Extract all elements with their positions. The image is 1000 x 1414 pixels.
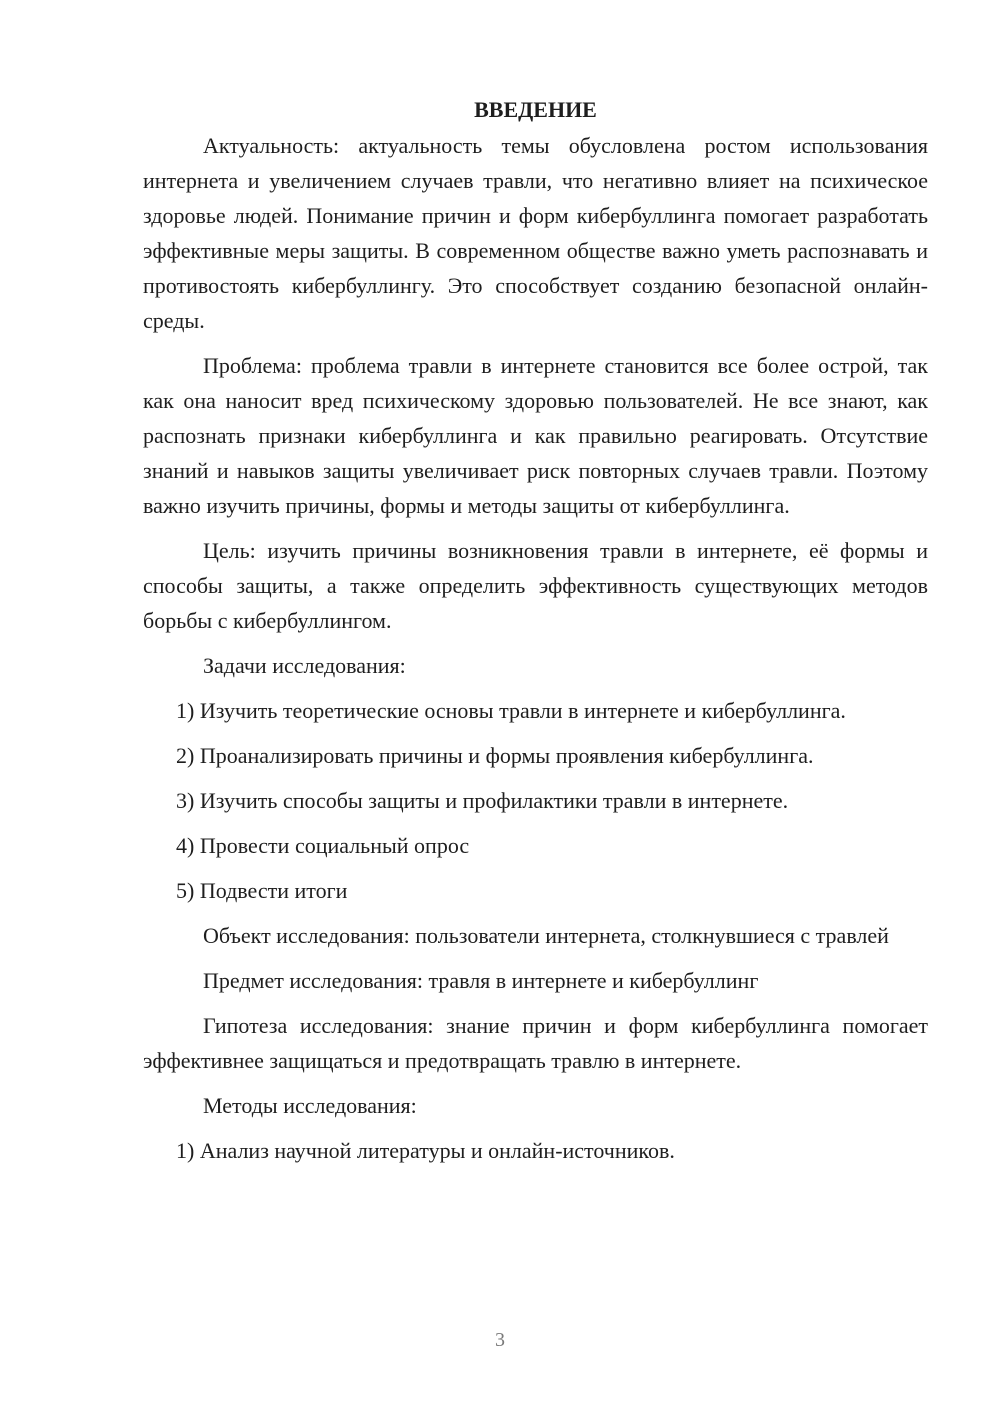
task-item: 1) Изучить теоретические основы травли в интернете и кибербуллинга.	[176, 698, 846, 723]
problem-paragraph: Проблема: проблема травли в интернете становится все более острой, так как она наносит вред психическому здоровью пользователей. Не все знают, как распознать признаки кибербуллинга и как правильно реагировать. Отсутствие знаний и навыков защиты увеличивает риск повторных случаев травли. Поэтому важно изучить причины, формы и методы защиты от кибербуллинга.	[143, 353, 928, 518]
method-item: 1) Анализ научной литературы и онлайн-источников.	[176, 1138, 675, 1163]
tasks-heading: Задачи исследования:	[203, 653, 406, 678]
goal-paragraph: Цель: изучить причины возникновения травли в интернете, её формы и способы защиты, а также определить эффективность существующих методов борьбы с кибербуллингом.	[143, 538, 928, 633]
object-paragraph: Объект исследования: пользователи интернета, столкнувшиеся с травлей	[203, 923, 889, 948]
task-item: 4) Провести социальный опрос	[176, 833, 470, 858]
document-page	[143, 92, 928, 1178]
methods-heading: Методы исследования:	[203, 1093, 417, 1118]
page-title: ВВЕДЕНИЕ	[474, 97, 597, 122]
subject-paragraph: Предмет исследования: травля в интернете и кибербуллинг	[203, 968, 759, 993]
page-number: 3	[495, 1329, 505, 1351]
task-item: 3) Изучить способы защиты и профилактики травли в интернете.	[176, 788, 789, 813]
hypothesis-paragraph: Гипотеза исследования: знание причин и форм кибербуллинга помогает эффективнее защищаться и предотвращать травлю в интернете.	[143, 1013, 928, 1073]
relevance-paragraph: Актуальность: актуальность темы обусловлена ростом использования интернета и увеличением случаев травли, что негативно влияет на психическое здоровье людей. Понимание причин и форм кибербуллинга помогает разработать эффективные меры защиты. В современном обществе важно уметь распознавать и противостоять кибербуллингу. Это способствует созданию безопасной онлайн-среды.	[143, 133, 928, 333]
task-item: 2) Проанализировать причины и формы проявления кибербуллинга.	[176, 743, 814, 768]
task-item: 5) Подвести итоги	[176, 878, 348, 903]
